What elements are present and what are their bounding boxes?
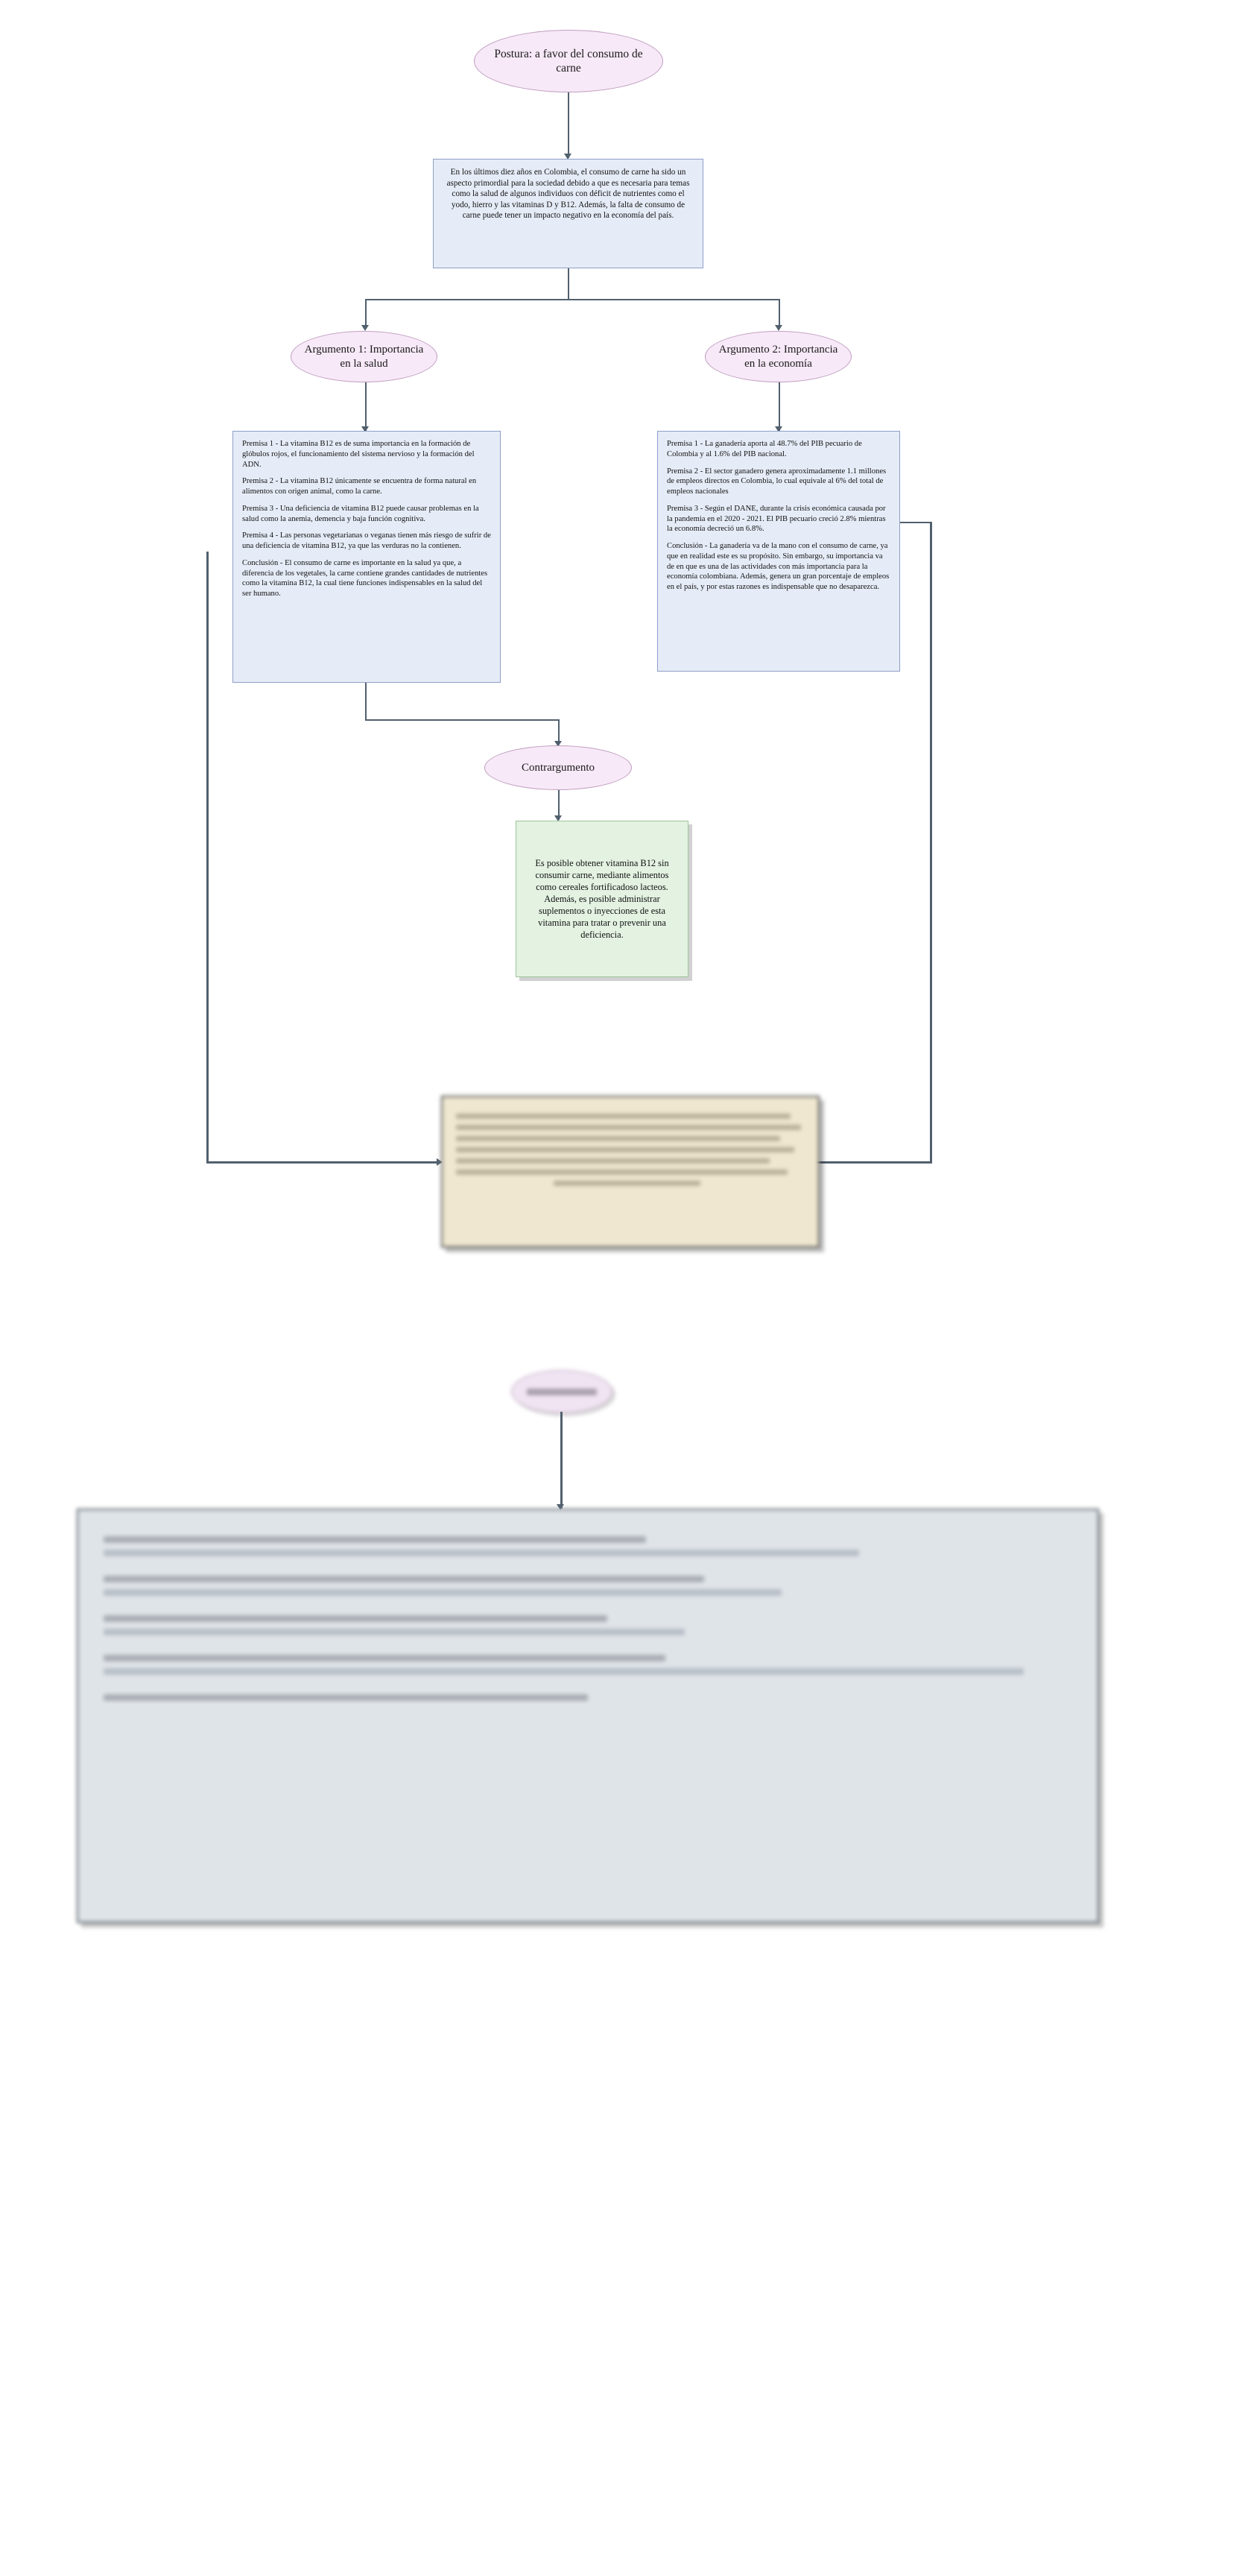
- counterargument-label: Contrargumento: [521, 761, 595, 774]
- connector-premises1-counter: [365, 683, 367, 720]
- conclusion-line: [456, 1114, 791, 1119]
- connector-bus-arg2: [779, 299, 780, 329]
- arrowhead-arg1: [361, 325, 369, 331]
- context-text: En los últimos diez años en Colombia, el consumo de carne ha sido un aspecto primordial para la sociedad debido a que es necesaria para temas como la salud de algunos individuos con déficit de nutrientes como el yodo, hierro y las vitaminas D y B12. Además, la falta de consumo de carne puede tener un impacto negativo en la economía del país.: [446, 168, 690, 221]
- root-node-postura[interactable]: [474, 30, 663, 92]
- connector-left-branch-vertical: [206, 552, 209, 1163]
- references-node[interactable]: [511, 1370, 612, 1413]
- argument-node-1-label: Argumento 1: Importancia en la salud: [304, 343, 424, 370]
- connector-premises1-counter-h: [365, 719, 559, 721]
- references-node-label: [527, 1389, 597, 1395]
- connector-arg2-premises: [779, 382, 780, 431]
- connector-right-branch-vertical: [930, 522, 932, 1163]
- conclusion-panel[interactable]: [441, 1096, 820, 1248]
- connector-references: [560, 1412, 563, 1509]
- reference-item: [104, 1576, 1072, 1596]
- conclusion-line: [456, 1147, 794, 1152]
- premise-conclusion: Conclusión - La ganadería va de la mano con el consumo de carne, ya que en realidad este es su propósito. Sin embargo, su importancia va de en que es una de las actividades con más importancia para la economía colombiana. Además, genera un gran porcentaje de empleos en el país, y por estas razones es indispensable que no desaparezca.: [667, 542, 890, 592]
- argument-node-1[interactable]: [291, 331, 437, 382]
- argument-node-2[interactable]: [705, 331, 852, 382]
- references-panel[interactable]: [77, 1509, 1099, 1923]
- premises-box-argument-2[interactable]: [657, 431, 900, 672]
- conclusion-line: [554, 1181, 700, 1186]
- counterargument-node[interactable]: [484, 745, 632, 790]
- context-box[interactable]: [433, 159, 703, 268]
- counterargument-text: Es posible obtener vitamina B12 sin consumir carne, mediante alimentos como cereales fortificadoso lacteos. Además, es posible administrar suplementos o inyecciones de esta vitamina para tratar o prevenir una deficiencia.: [535, 857, 669, 941]
- reference-item: [104, 1615, 1072, 1635]
- connector-bus-horizontal: [365, 299, 779, 300]
- reference-item: [104, 1536, 1072, 1556]
- premise-item: Premisa 2 - La vitamina B12 únicamente se encuentra de forma natural en alimentos con origen animal, como la carne.: [242, 477, 477, 496]
- connector-left-branch-horizontal: [206, 1161, 441, 1164]
- root-node-label: Postura: a favor del consumo de carne: [494, 47, 643, 75]
- conclusion-line: [456, 1125, 801, 1130]
- reference-item: [104, 1694, 1072, 1701]
- premise-conclusion: Conclusión - El consumo de carne es importante en la salud ya que, a diferencia de los vegetales, la carne contiene grandes cantidades de nutrientes como la vitamina B12, la cual tiene funciones indispensables en la salud del ser humano.: [242, 558, 488, 599]
- argument-node-2-label: Argumento 2: Importancia en la economía: [718, 343, 838, 370]
- arrowhead-arg2: [775, 325, 782, 331]
- conclusion-line: [456, 1136, 780, 1141]
- connector-right-branch-top: [900, 522, 932, 523]
- connector-context-bus: [568, 268, 569, 300]
- connector-root-context: [568, 92, 569, 158]
- premise-item: Premisa 3 - Una deficiencia de vitamina B12 puede causar problemas en la salud como la anemia, demencia y baja función cognitiva.: [242, 504, 479, 523]
- premise-item: Premisa 3 - Según el DANE, durante la crisis económica causada por la pandemia en el 2020 - 2021. El PIB pecuario creció 2.8% mientras la economía decreció un 6.8%.: [667, 504, 886, 534]
- conclusion-line: [456, 1169, 788, 1175]
- premise-item: Premisa 1 - La ganadería aporta al 48.7% del PIB pecuario de Colombia y al 1.6% del PIB nacional.: [667, 440, 862, 458]
- counterargument-text-box[interactable]: [516, 821, 688, 977]
- premise-item: Premisa 1 - La vitamina B12 es de suma importancia en la formación de glóbulos rojos, el funcionamiento del sistema nervioso y la formación del ADN.: [242, 440, 475, 469]
- reference-item: [104, 1655, 1072, 1675]
- premise-item: Premisa 2 - El sector ganadero genera aproximadamente 1.1 millones de empleos directos en Colombia, lo cual equivale al 6% del total de empleos nacionales: [667, 467, 887, 496]
- connector-arg1-premises: [365, 382, 367, 431]
- connector-bus-arg1: [365, 299, 367, 329]
- conclusion-line: [456, 1158, 770, 1164]
- premises-box-argument-1[interactable]: [232, 431, 501, 683]
- premise-item: Premisa 4 - Las personas vegetarianas o veganas tienen más riesgo de sufrir de una deficiencia de vitamina B12, ya que las verduras no la contienen.: [242, 531, 491, 551]
